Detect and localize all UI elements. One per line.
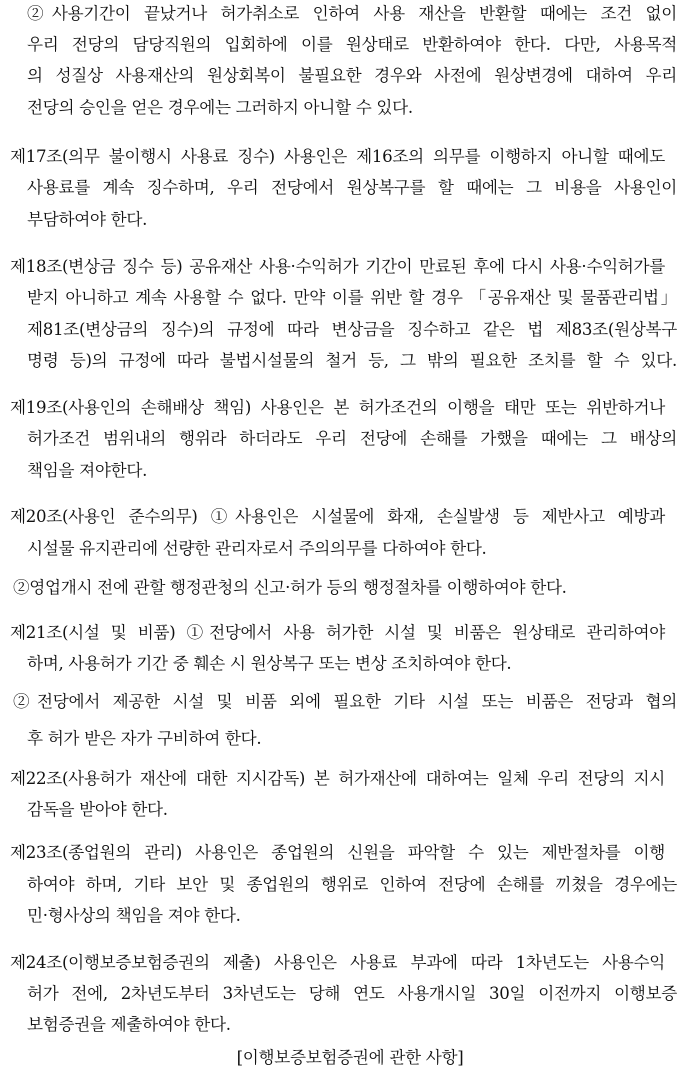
article-heading-line: 제20조(사용인 준수의무) ①사용인은 시설물에 화재, 손실발생 등 제반사고 예방과 — [10, 507, 665, 526]
text-line: 허가 전에, 2차년도부터 3차년도는 당해 연도 사용개시일 30일 이전까지 이행보증 — [27, 984, 677, 1003]
text-line: 시설물 유지관리에 선량한 관리자로서 주의의무를 다하여야 한다. — [27, 539, 487, 558]
text-line: 허가조건 범위내의 행위라 하더라도 우리 전당에 손해를 가했을 때에는 그 배상의 — [27, 429, 677, 448]
text-line: 전당의 승인을 얻은 경우에는 그러하지 아니할 수 있다. — [27, 98, 413, 117]
article-heading-line: 제22조(사용허가 재산에 대한 지시감독) 본 허가재산에 대하여는 일체 우리 전당의 지시 — [10, 769, 665, 788]
text-line: 우리 전당의 담당직원의 입회하에 이를 원상태로 반환하여야 한다. 다만, 사용목적 — [27, 35, 677, 54]
text-line: 하며, 사용허가 기간 중 훼손 시 원상복구 또는 변상 조치하여야 한다. — [27, 654, 512, 673]
text-line: 후 허가 받은 자가 구비하여 한다. — [27, 729, 262, 748]
text-line: ②전당에서 제공한 시설 및 비품 외에 필요한 기타 시설 또는 비품은 전당과 협의 — [13, 692, 677, 711]
text-line: 부담하여야 한다. — [27, 210, 148, 229]
text-line: 민·형사상의 책임을 져야 한다. — [27, 906, 241, 925]
article-heading-line: 제17조(의무 불이행시 사용료 징수) 사용인은 제16조의 의무를 이행하지 아니할 때에도 — [10, 147, 665, 166]
article-heading-line: 제21조(시설 및 비품) ①전당에서 사용 허가한 시설 및 비품은 원상태로 관리하여야 — [10, 623, 665, 642]
text-line: 책임을 져야한다. — [27, 461, 148, 480]
text-line: 명령 등)의 규정에 따라 불법시설물의 철거 등, 그 밖의 필요한 조치를 할 수 있다. — [27, 351, 677, 370]
article-heading-line: 제19조(사용인의 손해배상 책임) 사용인은 본 허가조건의 이행을 태만 또는 위반하거나 — [10, 398, 665, 417]
article-heading-line: 제23조(종업원의 관리) 사용인은 종업원의 신원을 파악할 수 있는 제반절차를 이행 — [10, 843, 665, 862]
text-line: 하여야 하며, 기타 보안 및 종업원의 행위로 인하여 전당에 손해를 끼쳤을 경우에는 — [27, 875, 677, 894]
text-line: 보험증권을 제출하여야 한다. — [27, 1015, 231, 1034]
text-line: 감독을 받아야 한다. — [27, 800, 168, 819]
article-heading-line: 제18조(변상금 징수 등) 공유재산 사용·수익허가 기간이 만료된 후에 다시 사용·수익허가를 — [10, 257, 665, 276]
section-caption: [이행보증보험증권에 관한 사항] — [236, 1048, 464, 1067]
text-line: 사용료를 계속 징수하며, 우리 전당에서 원상복구를 할 때에는 그 비용을 사용인이 — [27, 178, 677, 197]
text-line: ②영업개시 전에 관할 행정관청의 신고·허가 등의 행정절차를 이행하여야 한다. — [13, 578, 567, 597]
article-heading-line: 제24조(이행보증보험증권의 제출) 사용인은 사용료 부과에 따라 1차년도는 사용수익 — [10, 953, 665, 972]
text-line: 제81조(변상금의 징수)의 규정에 따라 변상금을 징수하고 같은 법 제83조(원상복구 — [27, 320, 677, 339]
text-line: ②사용기간이 끝났거나 허가취소로 인하여 사용 재산을 반환할 때에는 조건 없이 — [27, 4, 677, 23]
text-line: 받지 아니하고 계속 사용할 수 없다. 만약 이를 위반 할 경우 「공유재산 및 물품관리법」 — [27, 288, 677, 307]
text-line: 의 성질상 사용재산의 원상회복이 불필요한 경우와 사전에 원상변경에 대하여 우리 — [27, 66, 677, 85]
